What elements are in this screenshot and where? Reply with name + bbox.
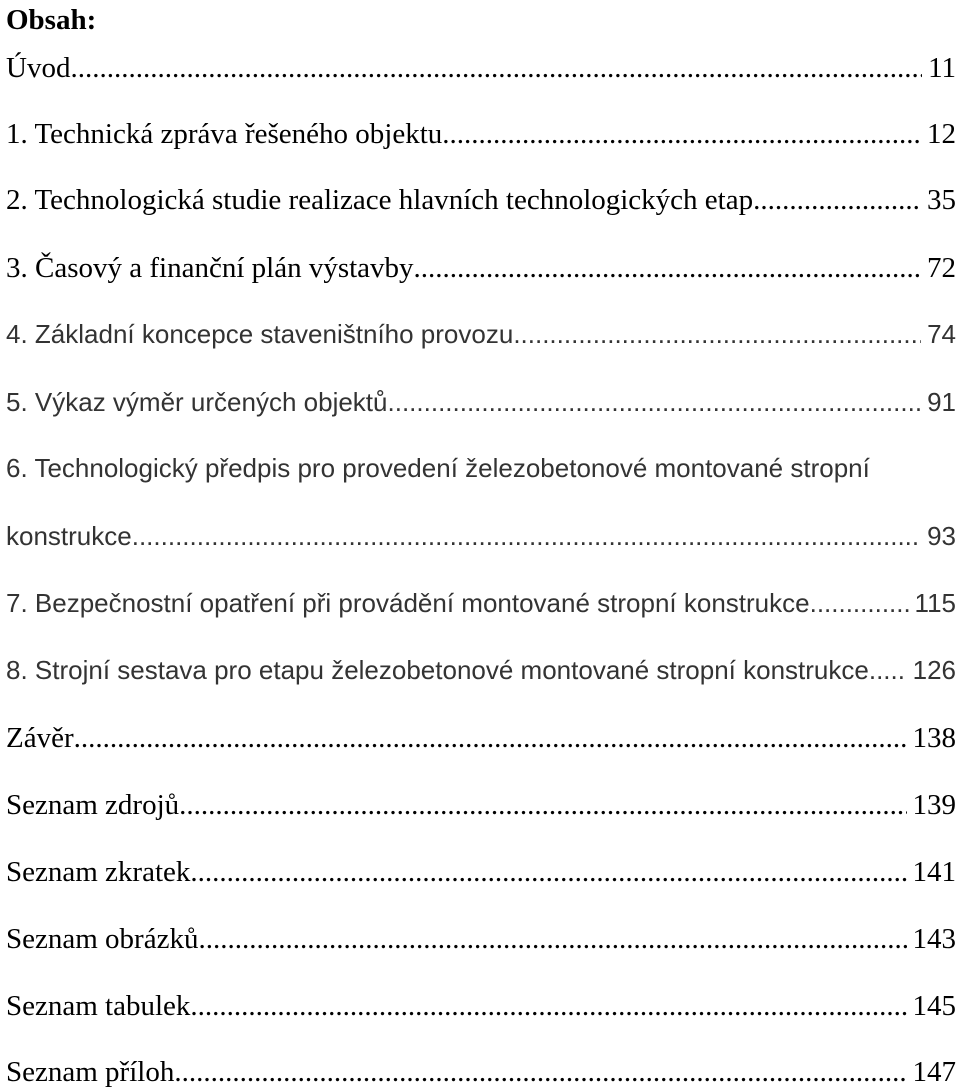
toc-entry-page: 12 [927, 118, 956, 150]
toc-entry-title-continued: konstrukce [6, 521, 132, 551]
toc-entry-seznam-priloh[interactable] [6, 1052, 956, 1092]
toc-dot-leader [190, 986, 906, 1026]
toc-entry-5[interactable] [6, 382, 956, 422]
toc-dot-leader [869, 650, 907, 690]
toc-entry-title: Seznam zdrojů [6, 789, 180, 821]
toc-entry-page: 74 [927, 319, 956, 349]
toc-dot-leader [179, 785, 906, 825]
toc-dot-leader [753, 180, 921, 220]
toc-entry-6-line2[interactable] [6, 516, 956, 556]
toc-dot-leader [74, 718, 907, 758]
toc-dot-leader [174, 1052, 906, 1092]
toc-dot-leader [132, 516, 921, 556]
toc-dot-leader [810, 583, 909, 623]
toc-entry-uvod[interactable] [6, 48, 956, 88]
toc-entry-title: 4. Základní koncepce staveništního provozu [6, 319, 514, 349]
toc-entry-8[interactable] [6, 650, 956, 690]
toc-entry-page: 147 [912, 1056, 956, 1088]
toc-entry-title: 7. Bezpečnostní opatření při provádění montované stropní konstrukce [6, 588, 810, 618]
toc-entry-title: Seznam obrázků [6, 923, 199, 955]
toc-entry-seznam-zkratek[interactable] [6, 852, 956, 892]
toc-entry-4[interactable] [6, 314, 956, 354]
toc-entry-page: 145 [912, 990, 956, 1022]
toc-entry-page: 141 [912, 856, 956, 888]
toc-entry-6-line1[interactable] [6, 448, 956, 488]
toc-entry-seznam-zdroju[interactable] [6, 785, 956, 825]
toc-dot-leader [70, 48, 922, 88]
toc-entry-page: 115 [914, 588, 956, 618]
toc-entry-page: 139 [912, 789, 956, 821]
toc-entry-page: 35 [927, 184, 956, 216]
toc-entry-title: Závěr [6, 722, 74, 754]
toc-dot-leader [190, 852, 906, 892]
toc-entry-page: 72 [927, 252, 956, 284]
toc-entry-2[interactable] [6, 180, 956, 220]
toc-dot-leader [442, 114, 921, 154]
toc-entry-title: 2. Technologická studie realizace hlavních technologických etap [6, 184, 754, 216]
toc-entry-page: 91 [927, 387, 956, 417]
toc-entry-title: 8. Strojní sestava pro etapu železobetonové montované stropní konstrukce [6, 655, 869, 685]
toc-entry-page: 11 [928, 52, 956, 84]
toc-dot-leader [414, 248, 921, 288]
toc-entry-title: Seznam příloh [6, 1056, 175, 1088]
toc-entry-page: 126 [912, 655, 956, 685]
toc-entry-title: Úvod [6, 52, 71, 84]
toc-entry-1[interactable] [6, 114, 956, 154]
toc-entry-title: Seznam zkratek [6, 856, 191, 888]
toc-entry-seznam-obrazku[interactable] [6, 919, 956, 959]
toc-dot-leader [388, 382, 922, 422]
toc-heading: Obsah: [6, 4, 97, 36]
toc-entry-7[interactable] [6, 583, 956, 623]
toc-dot-leader [198, 919, 906, 959]
toc-dot-leader [513, 314, 921, 354]
toc-entry-page: 93 [927, 521, 956, 551]
toc-entry-title: Seznam tabulek [6, 990, 191, 1022]
toc-entry-page: 143 [912, 923, 956, 955]
toc-entry-title: 6. Technologický předpis pro provedení železobetonové montované stropní [6, 453, 870, 483]
toc-entry-title: 5. Výkaz výměr určených objektů [6, 387, 388, 417]
toc-entry-zaver[interactable] [6, 718, 956, 758]
toc-entry-title: 3. Časový a finanční plán výstavby [6, 252, 414, 284]
toc-entry-page: 138 [912, 722, 956, 754]
toc-entry-title: 1. Technická zpráva řešeného objektu [6, 118, 443, 150]
toc-entry-seznam-tabulek[interactable] [6, 986, 956, 1026]
toc-entry-3[interactable] [6, 248, 956, 288]
